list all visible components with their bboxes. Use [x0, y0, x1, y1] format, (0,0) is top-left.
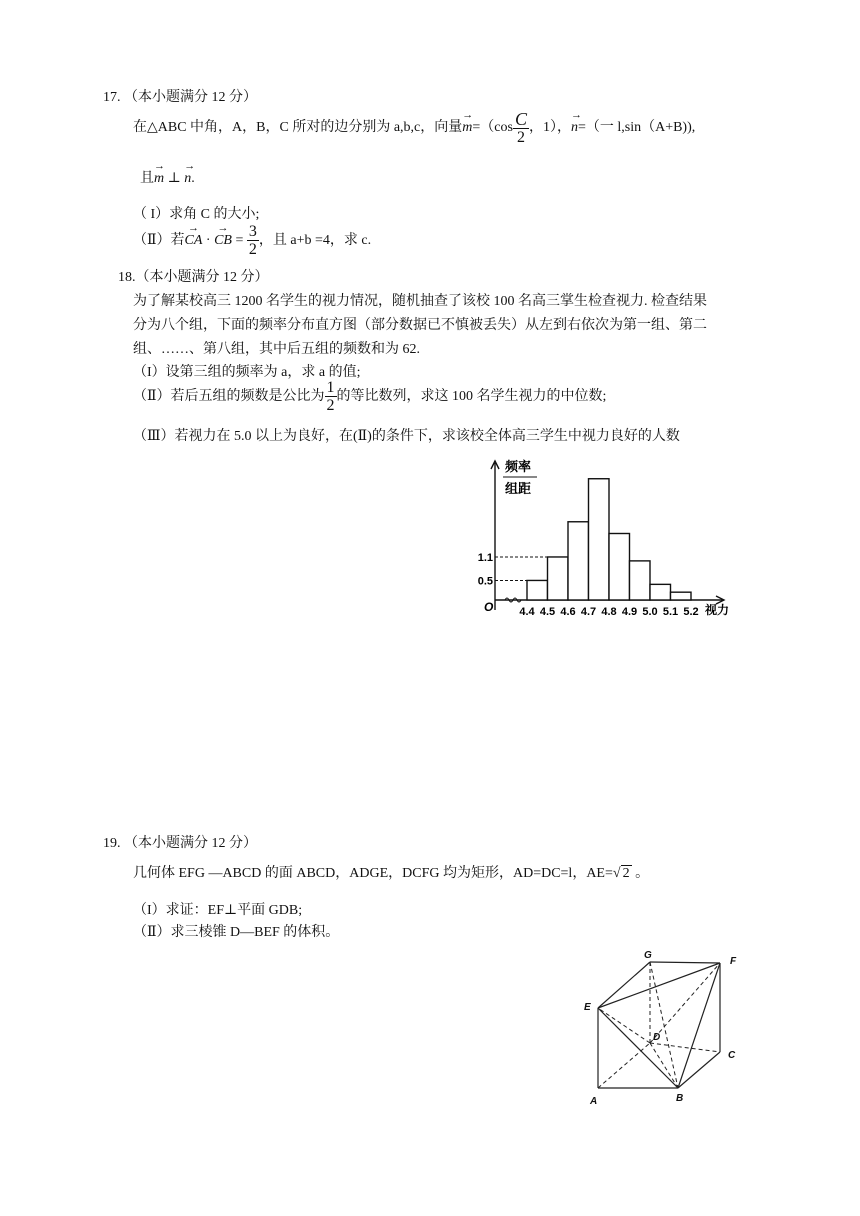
edge-df — [650, 963, 720, 1043]
x-tick-label: 5.2 — [683, 606, 699, 618]
q17-period: . — [191, 171, 195, 186]
histogram-bar — [527, 580, 548, 600]
fraction-3-over-2 — [247, 224, 259, 258]
frac-den: 2 — [513, 128, 529, 146]
geometry-figure — [578, 948, 748, 1113]
histogram-bar — [650, 584, 671, 600]
fraction-1-over-2 — [325, 380, 337, 414]
q18-p2-text-a: （Ⅱ）若后五组的频数是公比为 — [133, 389, 325, 405]
x-tick-label: 5.1 — [662, 606, 679, 618]
vector-m-2: → m — [154, 171, 164, 187]
edge-gf — [650, 962, 720, 963]
histogram-bar — [568, 522, 589, 600]
q18-title: 18.（本小题满分 12 分） — [118, 270, 269, 285]
vertex-label-c: C — [728, 1050, 736, 1061]
edge-eg — [598, 962, 650, 1008]
vertex-label-d: D — [653, 1032, 661, 1043]
x-tick-label: 4.4 — [519, 606, 535, 618]
q17-p2-text-b: ，且 a+b =4，求 c. — [258, 233, 372, 249]
ylabel-bottom: 组距 — [505, 481, 532, 496]
vertex-label-g: G — [644, 950, 652, 961]
q17-text-b: ，1）， — [528, 120, 571, 136]
q17-p2-eq: = — [231, 233, 247, 249]
q17-text-a: 在△ABC 中角，A，B，C 所对的边分别为 a,b,c，向量 — [133, 120, 463, 136]
sqrt-value: 2 — [622, 866, 630, 881]
q19-body-text-a: 几何体 EFG —ABCD 的面 ABCD，ADGE，DCFG 均为矩形，AD=DC=l，AE= — [133, 866, 613, 881]
q17-text-c: =（一 l,sin（A+B)), — [577, 120, 696, 136]
frac-num: C — [514, 109, 527, 129]
frac-num-3: 3 — [248, 223, 257, 240]
q19-part2: （Ⅱ）求三棱锥 D—BEF 的体积。 — [133, 925, 340, 940]
q19-body — [133, 862, 649, 882]
edge-ad — [598, 1043, 650, 1088]
frac-den-2b: 2 — [326, 397, 335, 414]
x-tick-label: 4.7 — [580, 606, 597, 618]
frac-num-1: 1 — [326, 379, 335, 396]
edge-db — [650, 1043, 678, 1088]
q18-part2 — [133, 380, 606, 414]
vertex-label-a: A — [590, 1096, 598, 1107]
histogram-bar — [589, 479, 610, 600]
q17-line1 — [133, 110, 695, 146]
vector-n-2: → n — [184, 171, 191, 187]
xlabel: 视力 — [705, 603, 730, 617]
vector-n: → n — [571, 120, 578, 136]
q17-part2 — [133, 224, 371, 258]
vertex-label-e: E — [584, 1002, 591, 1013]
q19-title: 19. （本小题满分 12 分） — [103, 836, 257, 851]
dot-symbol: · — [202, 233, 215, 249]
histogram-bar — [609, 534, 630, 601]
x-tick-label: 4.8 — [601, 606, 617, 618]
q18-body-line2: 分为八个组，下面的频率分布直方图（部分数据已不慎被丢失）从左到右依次为第一组、第二 — [133, 318, 707, 333]
vector-cb: → CB — [214, 233, 232, 249]
fraction-c-over-2 — [513, 110, 529, 146]
edge-de — [598, 1008, 650, 1043]
q17-eq: =（cos — [472, 120, 513, 136]
q17-p2-text-a: （Ⅱ）若 — [133, 233, 185, 249]
q18-body-line1: 为了解某校高三 1200 名学生的视力情况，随机抽查了该校 100 名高三掌生检查视力. 检查结果 — [133, 294, 707, 309]
edge-gb — [650, 962, 678, 1088]
y-tick-label: 0.5 — [477, 575, 493, 588]
histogram-bar — [630, 561, 651, 600]
perp-symbol: ⊥ — [164, 171, 185, 186]
origin-label: O — [484, 600, 494, 614]
q18-p2-text-b: 的等比数列，求这 100 名学生视力的中位数; — [336, 389, 607, 405]
edge-ef — [598, 963, 720, 1008]
edge-dc — [650, 1043, 720, 1052]
q17-title: 17. （本小题满分 12 分） — [103, 90, 257, 105]
q19-part1: （I）求证：EF⊥平面 GDB; — [133, 903, 303, 918]
histogram-bar — [671, 592, 692, 600]
x-tick-label: 4.5 — [539, 606, 556, 618]
y-tick-label: 1.1 — [477, 551, 493, 564]
q17-and: 且 — [140, 171, 154, 186]
frac-den-2: 2 — [248, 241, 257, 258]
vertex-label-b: B — [676, 1093, 684, 1104]
vector-ca: → CA — [185, 233, 203, 249]
q18-part3: （Ⅲ）若视力在 5.0 以上为良好，在(Ⅱ)的条件下，求该校全体高三学生中视力良好的人数 — [133, 429, 680, 444]
histogram-chart — [465, 455, 745, 625]
vertex-label-f: F — [730, 956, 737, 967]
q17-line2 — [140, 167, 195, 187]
x-tick-label: 4.6 — [560, 606, 576, 618]
edge-eb — [598, 1008, 678, 1088]
x-tick-label: 4.9 — [621, 606, 638, 618]
q19-body-text-b: 。 — [631, 866, 650, 881]
histogram-bar — [548, 557, 569, 600]
q18-body-line3: 组、……、第八组，其中后五组的频数和为 62. — [133, 342, 420, 357]
q18-part1: （I）设第三组的频率为 a，求 a 的值; — [133, 365, 361, 380]
sqrt-symbol: √ — [612, 866, 621, 881]
vector-m: → m — [462, 120, 472, 136]
q17-part1: （ I）求角 C 的大小; — [133, 207, 260, 222]
x-tick-label: 5.0 — [642, 606, 658, 618]
ylabel-top: 频率 — [505, 459, 532, 474]
